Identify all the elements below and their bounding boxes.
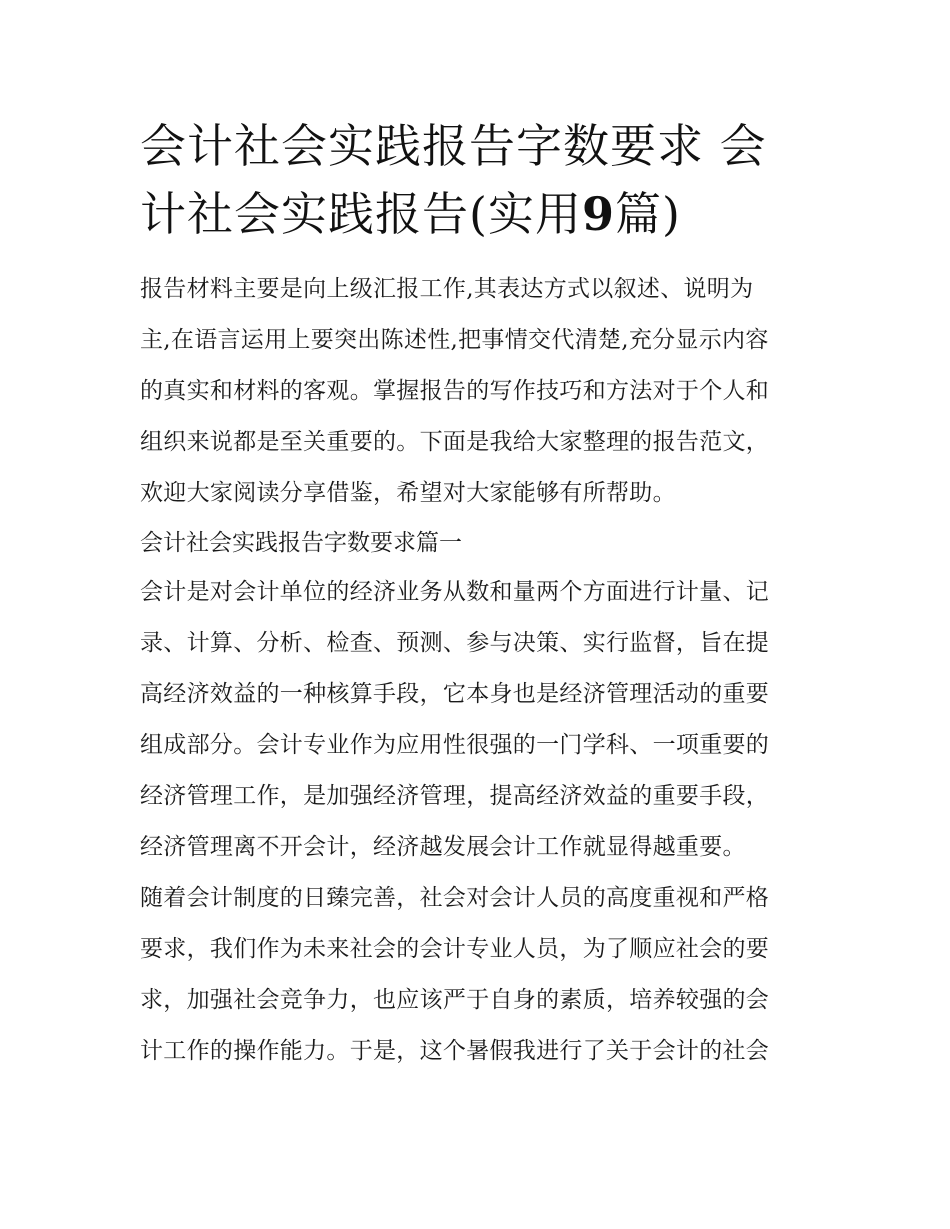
intro-line: 报告材料主要是向上级汇报工作,其表达方式以叙述、说明为	[140, 276, 754, 302]
intro-line: 主,在语言运用上要突出陈述性,把事情交代清楚,充分显示内容	[140, 327, 769, 353]
paragraph-line: 计工作的操作能力。于是，这个暑假我进行了关于会计的社会	[140, 1038, 770, 1064]
body-paragraph-2	[140, 873, 815, 1077]
paragraph-line: 经济管理工作，是加强经济管理，提高经济效益的重要手段，	[140, 783, 770, 809]
document-page	[140, 112, 815, 1077]
paragraph-line: 组成部分。会计专业作为应用性很强的一门学科、一项重要的	[140, 732, 770, 758]
paragraph-line: 经济管理离不开会计，经济越发展会计工作就显得越重要。	[140, 834, 746, 860]
title-count: 9	[581, 187, 615, 241]
document-title	[140, 112, 815, 248]
title-line-2-start: 计社会实践报告(实用	[140, 187, 582, 241]
paragraph-line: 录、计算、分析、检查、预测、参与决策、实行监督，旨在提	[140, 630, 770, 656]
body-paragraph-1	[140, 567, 815, 873]
paragraph-line: 要求，我们作为未来社会的会计专业人员，为了顺应社会的要	[140, 936, 770, 962]
section-heading: 会计社会实践报告字数要求篇一	[140, 530, 462, 556]
title-line-2-end: 篇)	[614, 187, 681, 241]
title-line-2	[140, 180, 815, 248]
paragraph-line: 求，加强社会竞争力，也应该严于自身的素质，培养较强的会	[140, 987, 770, 1013]
intro-line: 欢迎大家阅读分享借鉴，希望对大家能够有所帮助。	[140, 480, 676, 506]
intro-line: 的真实和材料的客观。掌握报告的写作技巧和方法对于个人和	[140, 378, 770, 404]
document-body	[140, 264, 815, 1077]
paragraph-line: 随着会计制度的日臻完善，社会对会计人员的高度重视和严格	[140, 885, 770, 911]
intro-paragraph	[140, 264, 815, 519]
paragraph-line: 会计是对会计单位的经济业务从数和量两个方面进行计量、记	[140, 579, 770, 605]
intro-line: 组织来说都是至关重要的。下面是我给大家整理的报告范文，	[140, 429, 770, 455]
paragraph-line: 高经济效益的一种核算手段，它本身也是经济管理活动的重要	[140, 681, 770, 707]
title-line-1: 会计社会实践报告字数要求 会	[140, 119, 767, 173]
